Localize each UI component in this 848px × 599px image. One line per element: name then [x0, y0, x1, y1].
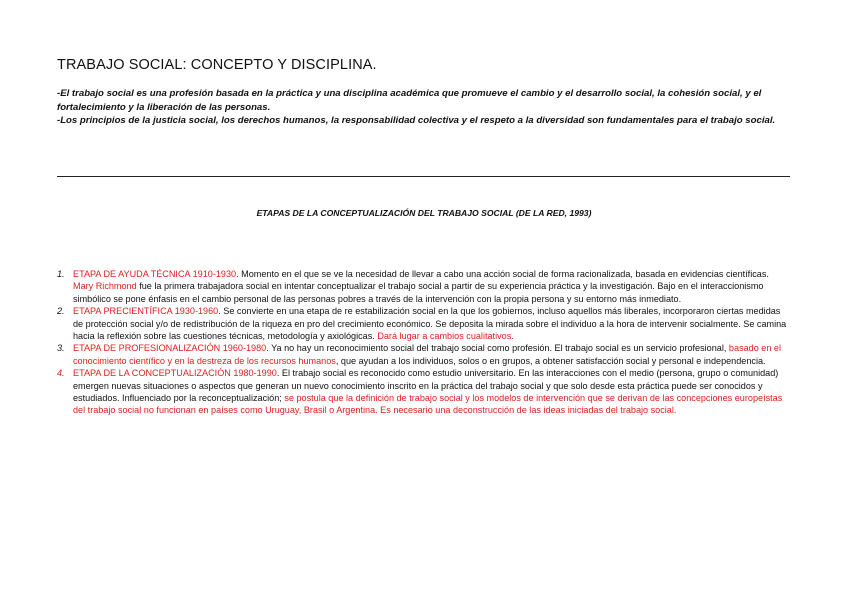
stage-heading: ETAPA PRECIENTÍFICA 1930-1960: [73, 306, 219, 317]
intro-paragraph-2: -Los principios de la justicia social, los derechos humanos, la responsabilidad colectiva y el respeto a la diversidad son fundamentales para el trabajo social.: [57, 115, 776, 126]
horizontal-divider: [57, 176, 790, 177]
section-subtitle: ETAPAS DE LA CONCEPTUALIZACIÓN DEL TRABAJO SOCIAL (DE LA RED, 1993): [256, 208, 592, 218]
stage-text: , que ayudan a los individuos, solos o en grupos, a obtener satisfacción social y personal e independencia.: [335, 355, 766, 366]
stage-item-3: [57, 342, 790, 367]
stage-highlight: Dará lugar a cambios cualitativos.: [377, 331, 514, 342]
intro-block: [57, 87, 797, 128]
stage-item-2: [57, 305, 790, 342]
stage-number: 4.: [57, 368, 65, 379]
stage-text: . Se convierte en una etapa de re estabilización social en la que los gobiernos, incluso aquellos más liberales, incorporaron ciertas medidas de protección social y/o de redistribución de la riqueza en pro del crecimiento económico. Se deposita la mirada sobre el individuo a la hora de intervenir socialmente. Se camina hacia la reflexión sobre las cuestiones técnicas, metodología y axiológicas.: [73, 306, 787, 342]
stage-heading: ETAPA DE PROFESIONALIZACIÓN 1960-1980: [73, 343, 267, 354]
stage-text: . El trabajo social es reconocido como estudio universitario. En las interacciones con el medio (persona, grupo o comunidad) emergen nuevas situaciones o aspectos que generan un nuevo conocimiento inscrito en la práctica del trabajo social y que solo desde esta práctica puede ser conocidos y estudiados. Influenciado por la reconceptualización;: [73, 368, 779, 404]
stage-text: . Momento en el que se ve la necesidad de llevar a cabo una acción social de forma racionalizada, basada en evidencias científicas.: [236, 269, 769, 279]
document-title: TRABAJO SOCIAL: CONCEPTO Y DISCIPLINA.: [57, 57, 377, 73]
stage-heading: ETAPA DE AYUDA TÉCNICA 1910-1930: [73, 269, 237, 279]
stage-heading: ETAPA DE LA CONCEPTUALIZACIÓN 1980-1990: [73, 368, 277, 379]
stage-text: fue la primera trabajadora social en intentar conceptualizar el trabajo social a partir de su experiencia práctica y la investigación. Bajo en el interaccionismo simbólico se pone énfasis en el cambio personal de las personas pobres a través de la intervención con la propia persona y su entorno más inmediato.: [73, 281, 764, 304]
stage-item-4: [57, 367, 790, 417]
stage-number: 2.: [57, 306, 65, 317]
stage-text: . Ya no hay un reconocimiento social del trabajo social como profesión. El trabajo social es un servicio profesional,: [266, 343, 729, 354]
stage-highlight: Mary Richmond: [73, 281, 137, 292]
intro-paragraph-1: -El trabajo social es una profesión basada en la práctica y una disciplina académica que promueve el cambio y el desarrollo social, la cohesión social, y el fortalecimiento y la liberación de las personas.: [57, 88, 762, 113]
stage-number: 1.: [57, 269, 65, 279]
stage-highlight: se postula que la definición de trabajo social y los modelos de intervención que se derivan de las concepciones europeístas del trabajo social no funcionan en países como Uruguay, Brasil o Argentina. Es necesario una deconstrucción de las ideas iniciadas del trabajo social.: [73, 393, 783, 416]
stage-highlight: basado en el conocimiento científico y en la destreza de los recursos humanos: [73, 343, 782, 366]
stages-list: [57, 268, 790, 417]
stage-number: 3.: [57, 343, 65, 354]
stage-item-1: [57, 268, 790, 305]
